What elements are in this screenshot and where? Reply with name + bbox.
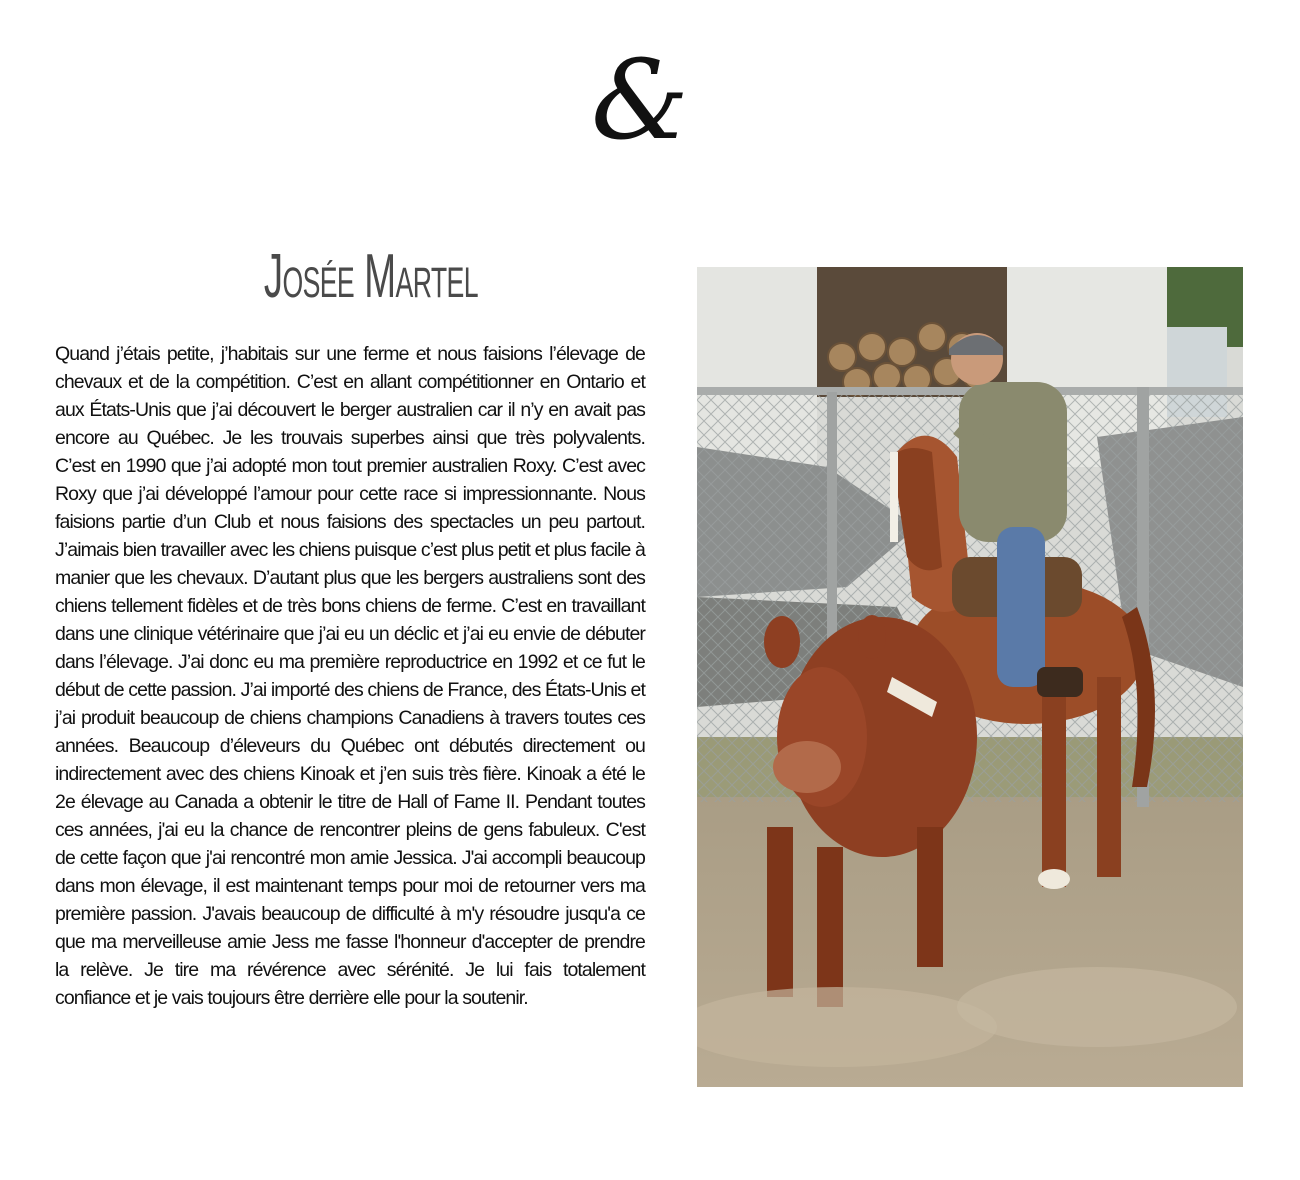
rider-horse-cattle-photo [697,267,1243,1087]
profile-name-heading: Josée Martel [263,242,478,311]
photo-illustration [697,267,1243,1087]
ampersand-heading: & [591,36,689,164]
profile-bio-paragraph: Quand j’étais petite, j’habitais sur une ferme et nous faisions l’élevage de chevaux et de la compétition. C’est en allant compétitionner en Ontario et aux États-Unis que j’ai découvert le berger australien car il n’y en avait pas encore au Québec. Je les trouvais superbes ainsi que très polyvalents. C’est en 1990 que j’ai adopté mon tout premier australien Roxy. C’est avec Roxy que j’ai développé l’amour pour cette race si impressionnante. Nous faisions partie d’un Club et nous faisions des spectacles un peu partout. J’aimais bien travailler avec les chiens puisque c’est plus petit et plus facile à manier que les chevaux. D’autant plus que les bergers australiens sont des chiens tellement fidèles et de très bons chiens de ferme. C’est en travaillant dans une clinique vétérinaire que j’ai eu un déclic et j’ai eu envie de débuter dans l’élevage. J’ai donc eu ma première reproductrice en 1992 et ce fut le début de cette passion. J’ai importé des chiens de France, des États-Unis et j’ai produit beaucoup de chiens champions Canadiens à travers toutes ces années. Beaucoup d’éleveurs du Québec ont débutés directement ou indirectement avec des chiens Kinoak et j’en suis très fière. Kinoak a été le 2e élevage au Canada a obtenir le titre de Hall of Fame II. Pendant toutes ces années, j'ai eu la chance de rencontrer pleins de gens fabuleux. C'est de cette façon que j'ai rencontré mon amie Jessica. J'ai accompli beaucoup dans mon élevage, il est maintenant temps pour moi de retourner vers ma première passion. J'avais beaucoup de difficulté à m'y résoudre jusqu'a ce que ma merveilleuse amie Jess me fasse l'honneur d'accepter de prendre la relève. Je tire ma révérence avec sérénité. Je lui fais totalement confiance et je vais toujours être derrière elle pour la soutenir. [55,343,645,1009]
